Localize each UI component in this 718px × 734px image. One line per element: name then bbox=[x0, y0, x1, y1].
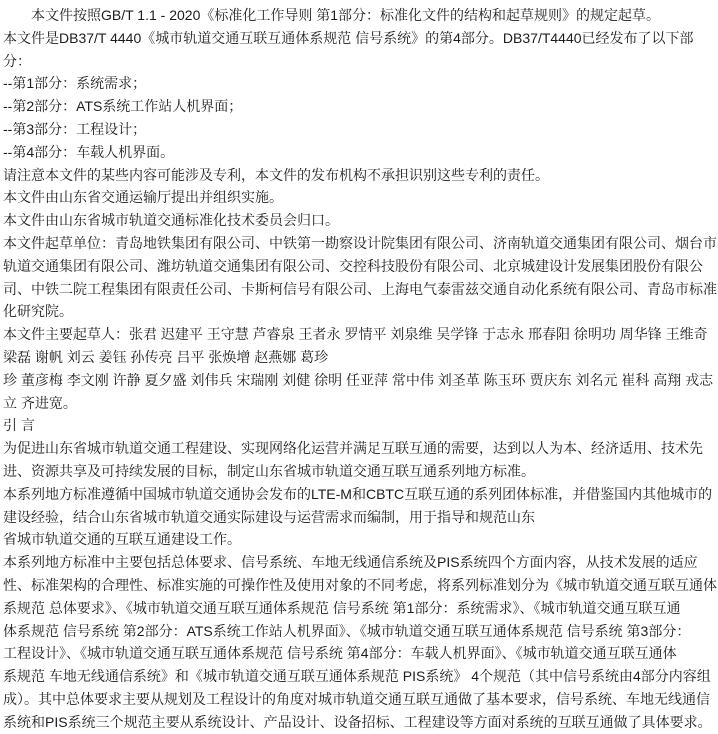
text-line: 省城市轨道交通的互联互通建设工作。 bbox=[3, 531, 241, 548]
text-line: 司、中铁二院工程集团有限责任公司、卡斯柯信号有限公司、上海电气泰雷兹交通自动化系统有限公司、青岛市标准 bbox=[3, 280, 717, 297]
text-line: 本文件按照GB/T 1.1 - 2020《标准化工作导则 第1部分：标准化文件的结构和起草规则》的规定起草。 bbox=[3, 7, 661, 23]
text-line: --第3部分：工程设计； bbox=[3, 120, 147, 137]
text-line: 进、资源共享及可持续发展的目标，制定山东省城市轨道交通互联互通系列地方标准。 bbox=[3, 462, 535, 479]
text-line: 本文件起草单位：青岛地铁集团有限公司、中铁第一勘察设计院集团有限公司、济南轨道交通集团有限公司、烟台市 bbox=[3, 234, 717, 251]
text-line: 立 齐进宽。 bbox=[3, 394, 77, 411]
text-line: 轨道交通集团有限公司、潍坊轨道交通集团有限公司、交控科技股份有限公司、北京城建设计发展集团股份有限公 bbox=[3, 257, 703, 274]
text-line: --第4部分：车载人机界面。 bbox=[3, 143, 175, 160]
text-line: 引 言 bbox=[3, 417, 35, 434]
text-line: 成）。其中总体要求主要从规划及工程设计的角度对城市轨道交通互联互通做了基本要求，信号系统、车地无线通信 bbox=[3, 690, 710, 707]
text-line: 分： bbox=[3, 52, 31, 69]
text-line: --第1部分：系统需求； bbox=[3, 75, 147, 92]
text-line: 本文件主要起草人：张君 迟建平 王守慧 芦睿泉 王者永 罗情平 刘泉维 吴学锋 于志永 邢春阳 徐明功 周华锋 王维奇 bbox=[3, 326, 708, 343]
text-line: 本系列地方标准遵循中国城市轨道交通协会发布的LTE-M和CBTC互联互通的系列团体标准，并借鉴国内其他城市的 bbox=[3, 485, 713, 502]
text-line: 梁磊 谢帆 刘云 姜钰 孙传亮 吕平 张焕增 赵燕娜 葛珍 bbox=[3, 348, 329, 365]
text-line: 建设经验，结合山东省城市轨道交通实际建设与运营需求而编制，用于指导和规范山东 bbox=[3, 508, 535, 525]
text-line: 珍 董彦梅 李文刚 许静 夏夕盛 刘伟兵 宋瑞刚 刘健 徐明 任亚萍 常中伟 刘圣革 陈玉环 贾庆东 刘名元 崔科 高翔 戎志 bbox=[3, 371, 714, 388]
text-line: 工程设计》、《城市轨道交通互联互通体系规范 信号系统 第4部分：车载人机界面》、《城市轨道交通互联互通体 bbox=[3, 645, 677, 662]
text-line: 为促进山东省城市轨道交通工程建设、实现网络化运营并满足互联互通的需要，达到以人为本、经济适用、技术先 bbox=[3, 440, 703, 457]
text-line: 本系列地方标准中主要包括总体要求、信号系统、车地无线通信系统及PIS系统四个方面内容，从技术发展的适应 bbox=[3, 554, 698, 571]
text-line: 化研究院。 bbox=[3, 303, 73, 320]
text-line: 体系规范 信号系统 第2部分：ATS系统工作站人机界面》、《城市轨道交通互联互通体系规范 信号系统 第3部分： bbox=[3, 622, 691, 639]
text-line: 系规范 总体要求》、《城市轨道交通互联互通体系规范 信号系统 第1部分：系统需求》、《城市轨道交通互联互通 bbox=[3, 599, 681, 616]
text-line: --第2部分：ATS系统工作站人机界面； bbox=[3, 98, 243, 115]
text-line: 请注意本文件的某些内容可能涉及专利，本文件的发布机构不承担识别这些专利的责任。 bbox=[3, 166, 549, 183]
text-line: 性、标准架构的合理性、标准实施的可操作性及使用对象的不同考虑，将系列标准划分为《城市轨道交通互联互通体 bbox=[3, 576, 717, 593]
text-line: 本文件是DB37/T 4440《城市轨道交通互联互通体系规范 信号系统》的第4部分。DB37/T4440已经发布了以下部 bbox=[3, 29, 694, 46]
text-line: 本文件由山东省城市轨道交通标准化技术委员会归口。 bbox=[3, 212, 339, 229]
text-line: 系规范 车地无线通信系统》和《城市轨道交通互联互通体系规范 PIS系统》 4个规范（其中信号系统由4部分内容组 bbox=[3, 668, 711, 685]
text-line: 本文件由山东省交通运输厅提出并组织实施。 bbox=[3, 189, 283, 206]
text-line: 系统和PIS系统三个规范主要从系统设计、产品设计、设备招标、工程建设等方面对系统的互联互通做了具体要求。 bbox=[3, 713, 712, 730]
